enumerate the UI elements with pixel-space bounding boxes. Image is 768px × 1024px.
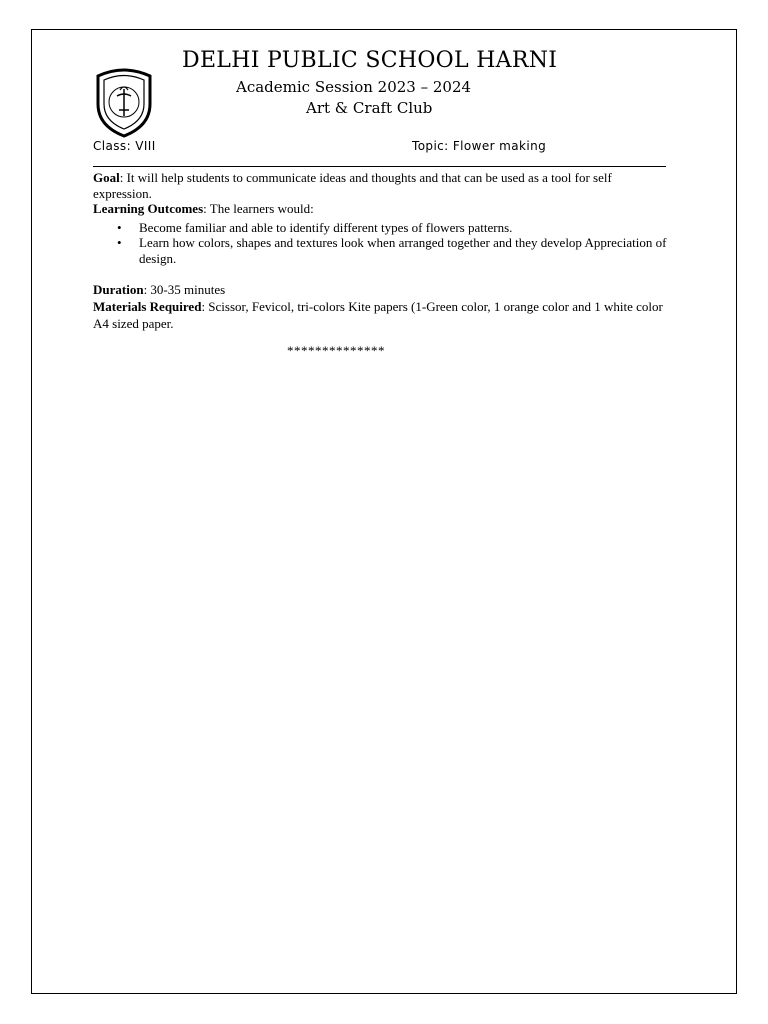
club-name: Art & Craft Club <box>306 99 433 117</box>
duration-text: : 30-35 minutes <box>143 282 226 297</box>
goal-label: Goal <box>93 170 120 185</box>
topic-label: Topic: Flower making <box>412 139 547 153</box>
outcomes-intro: : The learners would: <box>203 201 314 216</box>
bullet-icon: • <box>117 219 122 235</box>
outcomes-list <box>93 220 668 267</box>
list-item: • Become familiar and able to identify different types of flowers patterns. <box>117 219 513 235</box>
lesson-body <box>93 170 668 332</box>
class-label: Class: VIII <box>93 139 156 153</box>
duration-label: Duration <box>93 282 144 297</box>
goal-paragraph <box>93 170 668 201</box>
section-separator: ************** <box>287 343 385 358</box>
duration-paragraph <box>93 282 668 298</box>
goal-text: : It will help students to communicate ideas and thoughts and that can be used as a tool for self expression. <box>93 170 612 201</box>
list-item: • Learn how colors, shapes and textures look when arranged together and they develop Appreciation of design. <box>117 235 667 266</box>
academic-session: Academic Session 2023 – 2024 <box>236 78 472 96</box>
materials-paragraph <box>93 298 668 332</box>
school-crest-icon <box>92 66 156 138</box>
materials-label: Materials Required <box>93 298 202 314</box>
outcomes-paragraph <box>93 201 668 217</box>
materials-text: : Scissor, Fevicol, tri-colors Kite papers (1-Green color, 1 orange color and 1 white color A4 sized paper. <box>93 298 663 331</box>
outcomes-label: Learning Outcomes <box>93 201 204 216</box>
header-divider <box>93 166 666 167</box>
bullet-icon: • <box>117 235 122 250</box>
